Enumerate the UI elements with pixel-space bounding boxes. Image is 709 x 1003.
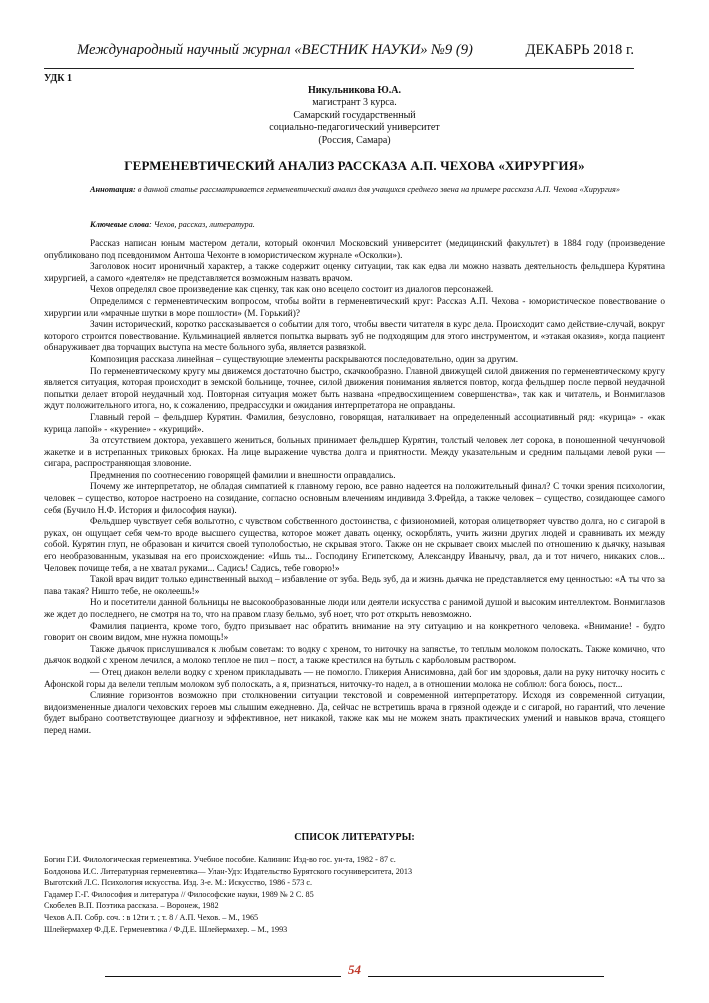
body-paragraph: За отсутствием доктора, уехавшего жениться, больных принимает фельдшер Курятин, толстый человек лет сорока, в поношенной чечунчовой жакетке и в истрепанных триковых брюках. На лице выражение чувства долга и приятности. Между указательным и средним пальцами левой руки — сигара, распространяющая зловоние. [44, 436, 665, 470]
body-paragraph: Заголовок носит ироничный характер, а также содержит оценку ситуации, так как едва ли можно назвать деятельность фельдшера Курятина хирургией, а самого «деятеля» не представляется возможным назвать врачом. [44, 262, 665, 284]
body-paragraph: Рассказ написан юным мастером детали, который окончил Московский университет (медицинский факультет) в 1884 году (произведение опубликовано под псевдонимом Антоша Чехонте в юмористическом журнале «Осколки»). [44, 239, 665, 261]
article-body [44, 239, 665, 738]
body-paragraph: Почему же интерпретатор, не обладая симпатией к главному герою, все равно надеется на положительный финал? С точки зрения психологии, человек – существо, которое настроено на созидание, согласно основным влечениям индивида З.Фрейда, а также человек – существо, созидающее самого себя (Бучило Н.Ф. История и философия науки). [44, 482, 665, 516]
footer-rule-right [368, 976, 604, 977]
reference-item: Чехов А.П. Собр. соч. : в 12ти т. ; т. 8 / А.П. Чехов. – М., 1965 [44, 912, 259, 922]
body-paragraph: — Отец диакон велели водку с хреном прикладывать — не помогло. Гликерия Анисимовна, дай бог им здоровья, дали на руку ниточку носить с Афонской горы да велели теплым молоком зуб полоскать, а я, признаться, ниточку-то надел, а в отношении молока не соблюл: бога боюсь, пост... [44, 667, 665, 690]
body-paragraph: Зачин исторический, коротко рассказывается о событии для того, чтобы ввести читателя в курс дела. Происходит само действие-случай, вокруг которого строится повествование. Кульминацией является попытка вырвать зуб не подходящим для этого инструментом, и «этакая оказия», когда пациент обнаруживает два торчащих выступа на месте больного зуба, является развязкой. [44, 320, 665, 354]
body-paragraph: Фельдшер чувствует себя вольготно, с чувством собственного достоинства, с физиономией, которая олицетворяет чувство долга, но с сигарой в руках, он ощущает себя чем-то вроде высшего существа, которое может давать оценку, оскорблять, учить жизни других людей и сравнивать их между собой. Курятин глуп, не образован и кичится своей туполобостью, не скрывая этого. Также он не скрывает своих мыслей по отношению к дьячку, называя его необразованным, указывая на его происхождение: «Ишь ты... Господину Египетскому, Александру Иванычу, рвал, да и тот ничего, никаких слов... Человек почище тебя, а не хватал руками... Садись! Садись, тебе говорю!» [44, 517, 665, 574]
author-affiliation-2: социально-педагогический университет [269, 122, 440, 134]
author-location: (Россия, Самара) [318, 134, 391, 146]
abstract-text: в данной статье рассматривается герменевтический анализ для учащихся среднего звена на примере рассказа А.П. Чехова «Хирургия» [135, 185, 621, 194]
journal-name: Международный научный журнал «ВЕСТНИК НАУКИ» №9 (9) [77, 42, 473, 58]
body-paragraph: Предмнения по соотнесению говорящей фамилии и внешности оправдались. [90, 470, 396, 481]
body-paragraph: Слияние горизонтов возможно при столкновении ситуации текстовой и современной интерпретатору. Исходя из современной ситуации, видоизмененные диалоги чеховских героев мы слышим ежедневно. Да, сейчас не встретишь врача в грязной одежде и с сигарой, но гарантий, что лечение будет выбрано соответствующее диагнозу и эффективное, нет никакой, также как мы не можем знать практических умений и навыков врача, стоящего перед нами. [44, 691, 665, 736]
abstract-label: Аннотация: [90, 185, 136, 194]
page-number: 54 [348, 962, 361, 977]
reference-item: Богин Г.И. Филологическая герменевтика. Учебное пособие. Калинин: Изд-во гос. ун-та, 1982 - 87 с. [44, 855, 396, 864]
reference-item: Шлейермахер Ф.Д.Е. Герменевтика / Ф.Д.Е. Шлейермахер. – М., 1993 [44, 924, 288, 934]
body-paragraph: Такой врач видит только единственный выход – избавление от зуба. Ведь зуб, да и жизнь дьячка не представляется ему ценностью: «А ты что за пава такая? Ништо тебе, не околеешь!» [44, 575, 665, 597]
article-title: ГЕРМЕНЕВТИЧЕСКИЙ АНАЛИЗ РАССКАЗА А.П. ЧЕХОВА «ХИРУРГИЯ» [124, 158, 585, 173]
body-paragraph: Определимся с герменевтическим вопросом, чтобы войти в герменевтический круг: Рассказ А.П. Чехова - юмористическое повествование о хирургии или «мрачные шутки в море пошлости» (М. Горький)? [44, 296, 665, 319]
keywords-text: : Чехов, рассказ, литература. [148, 220, 255, 229]
author-name: Никульникова Ю.А. [307, 85, 402, 96]
issue-date: ДЕКАБРЬ 2018 г. [525, 42, 634, 58]
abstract [44, 184, 665, 196]
author-block [0, 85, 709, 147]
reference-item: Скобелев В.П. Поэтика рассказа. – Воронеж, 1982 [44, 901, 219, 911]
author-affiliation-1: Самарский государственный [293, 109, 416, 121]
keywords-label: Ключевые слова [90, 220, 149, 229]
keywords [44, 219, 665, 231]
body-paragraph: По герменевтическому кругу мы движемся достаточно быстро, скачкообразно. Главной движущей силой движения по герменевтическому кругу является ситуация, которая происходит в земской больнице, точнее, силой движения понимания является повтор, когда фельдшер после первой неудачной попытки делает второй неудачный ход. Повторная ситуация может быть названа «предвосхищением совершенства», так как и читатель, и Вонмиглазов ждут положительного итога, но, к сожалению, предрассудки и ожидания интерпретатора не оправданы. [44, 366, 665, 412]
udk-code: УДК 1 [44, 73, 72, 84]
reference-item: Болдонова И.С. Литературная герменевтика— Улан-Удэ: Издательство Бурятского госуниверситета, 2013 [44, 866, 413, 876]
body-paragraph: Композиция рассказа линейная – существующие элементы раскрываются последовательно, один за другим. [90, 354, 519, 365]
body-paragraph: Главный герой – фельдшер Курятин. Фамилия, безусловно, говорящая, наталкивает на определенный ассоциативный ряд: «курица» - «как курица лапой» - «курение» - «куриций». [44, 412, 665, 435]
references-list [44, 854, 665, 935]
reference-item: Выготский Л.С. Психология искусства. Изд. 3-е. М.: Искусство, 1986 - 573 с. [44, 878, 313, 888]
body-paragraph: Но и посетители данной больницы не высокообразованные люди или деятели искусства с ранимой душой и высоким интеллектом. Вонмиглазов же ждет до последнего, не смотря на то, что на правом глазу бельмо, зуб ноет, что рот открыть невозможно. [44, 598, 665, 620]
references-heading: СПИСОК ЛИТЕРАТУРЫ: [294, 832, 415, 843]
header-rule [44, 68, 634, 69]
body-paragraph: Также дьячок прислушивался к любым советам: то водку с хреном, то ниточку на запястье, то теплым молоком полоскать. Также комично, что дьячок водкой с хреном лечился, а молоко теплое не пил – пост, а также крестился на бутыль с карболовым раствором. [44, 644, 665, 667]
running-header [44, 42, 634, 64]
page-footer [105, 962, 604, 980]
reference-item: Гадамер Г.-Г. Философия и литература // Философские науки, 1989 № 2 С. 85 [44, 889, 314, 899]
body-paragraph: Чехов определял свое произведение как сценку, так как оно всецело состоит из диалогов персонажей. [90, 285, 494, 296]
author-position: магистрант 3 курса. [312, 97, 397, 109]
body-paragraph: Фамилия пациента, кроме того, будто призывает нас обратить внимание на эту ситуацию и на конкретного человека. «Внимание! - будто говорит он своим видом, мне нужна помощь!» [44, 621, 665, 644]
